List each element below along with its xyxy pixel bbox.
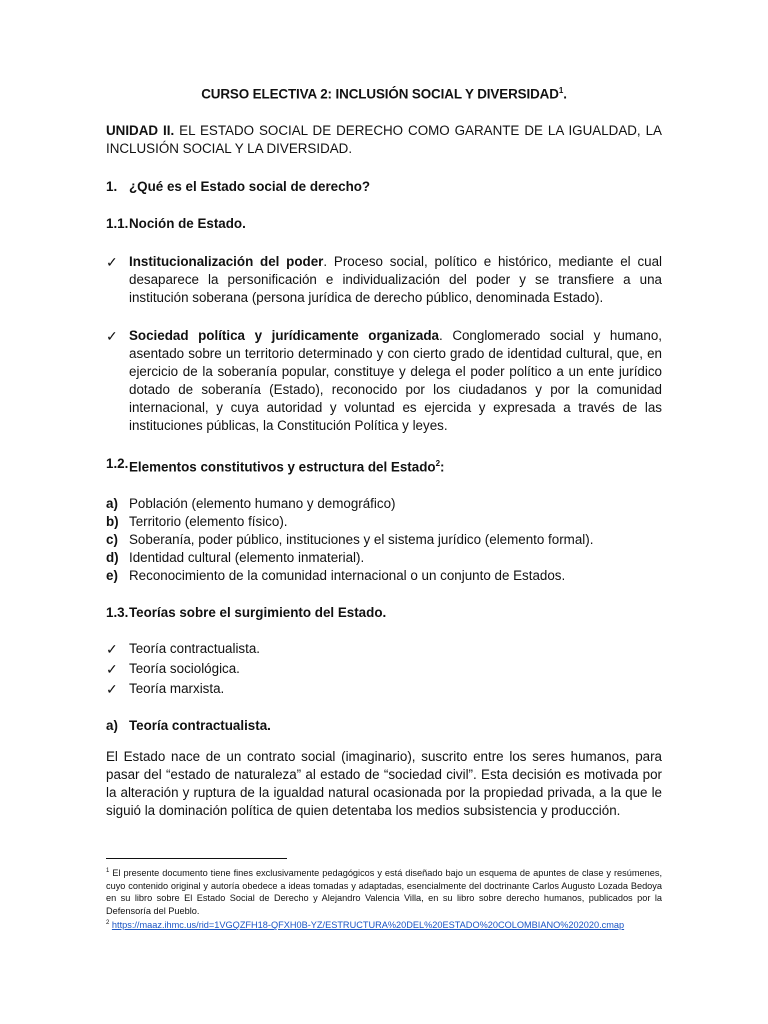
section-number: 1. (106, 179, 118, 195)
list-text: Territorio (elemento físico). (129, 513, 288, 529)
subsection-letter: a) (106, 717, 118, 733)
section-title: Teorías sobre el surgimiento del Estado. (129, 604, 387, 620)
list-item (106, 531, 662, 549)
section-1-2-heading (106, 455, 662, 476)
title-text: CURSO ELECTIVA 2: INCLUSIÓN SOCIAL Y DIVERSIDAD (201, 86, 559, 102)
check-item-text (129, 253, 662, 307)
elements-list (106, 495, 662, 585)
footnote-ref[interactable]: 2 (435, 459, 441, 469)
check-item-institucionalizacion (106, 253, 662, 307)
unit-heading (106, 122, 662, 158)
section-number: 1.3. (106, 604, 129, 620)
term-definition: . Conglomerado social y humano, asentado sobre un territorio determinado y con cierto grado de identidad cultural, que, en ejercicio de la soberanía popular, constituye y delega el poder político a un ente jurídico dotado de soberanía (Estado), reconocido por los ciudadanos y por la comunidad internacional, y cuya autoridad y voluntad es ejercida y expresada a través de las instituciones públicas, la Constitución Política y leyes. (129, 328, 662, 434)
checkmark-icon: ✓ (106, 254, 118, 271)
footnote-text: El presente documento tiene fines exclusivamente pedagógicos y está diseñado bajo un esquema de apuntes de clase y resúmenes, cuyo contenido original y autoría obedece a ideas tomadas y adaptadas, esencialmente del doctrinante Carlos Augusto Lozada Bedoya en su libro sobre El Estado Social de Derecho y Alejandro Valencia Villa, en su libro sobre derecho humanos, publicados por la Defensoría del Pueblo. (106, 868, 662, 916)
section-title: ¿Qué es el Estado social de derecho? (129, 179, 371, 195)
list-item (106, 567, 662, 585)
theories-list (106, 640, 662, 698)
footnotes (106, 858, 662, 932)
subsection-title: Teoría contractualista. (129, 717, 271, 733)
footnote-1 (106, 865, 662, 917)
section-title: Noción de Estado. (129, 216, 246, 232)
subsection-a-heading (106, 717, 662, 735)
check-item-theory (106, 660, 662, 678)
list-letter: e) (106, 567, 118, 583)
section-1-1-heading (106, 215, 662, 233)
unit-text: EL ESTADO SOCIAL DE DERECHO COMO GARANTE DE LA IGUALDAD, LA INCLUSIÓN SOCIAL Y LA DIVERSIDAD. (106, 123, 662, 157)
checkmark-icon: ✓ (106, 328, 118, 345)
title-footnote-ref[interactable]: 1 (558, 86, 564, 95)
checkmark-icon: ✓ (106, 660, 118, 677)
footnote-link[interactable]: https://maaz.ihmc.us/rid=1VGQZFH18-QFXH0B-YZ/ESTRUCTURA%20DEL%20ESTADO%20COLOMBIANO%202020.cmap (111, 920, 625, 931)
section-number: 1.2. (106, 456, 129, 472)
section-1-heading (106, 178, 662, 196)
list-text: Población (elemento humano y demográfico) (129, 495, 396, 511)
footnote-number: 2 (106, 920, 110, 927)
list-text: Reconocimiento de la comunidad internacional o un conjunto de Estados. (129, 567, 566, 583)
section-1-3-heading (106, 604, 662, 622)
list-item (106, 513, 662, 531)
theory-text: Teoría marxista. (129, 680, 225, 696)
list-letter: d) (106, 549, 119, 565)
list-text: Identidad cultural (elemento inmaterial). (129, 549, 365, 565)
footnote-2 (106, 917, 662, 932)
document-page (106, 86, 662, 820)
list-text: Soberanía, poder público, instituciones y el sistema jurídico (elemento formal). (129, 531, 594, 547)
checkmark-icon: ✓ (106, 680, 118, 697)
check-item-text (129, 327, 662, 435)
unit-label: UNIDAD II. (106, 123, 175, 139)
check-item-theory (106, 680, 662, 698)
checkmark-icon: ✓ (106, 640, 118, 657)
title-end: . (563, 86, 567, 102)
section-title-end: : (440, 459, 445, 475)
footnote-number: 1 (106, 868, 110, 874)
term-bold: Sociedad política y jurídicamente organizada (129, 328, 439, 344)
footnote-separator (106, 858, 287, 859)
document-title (106, 86, 662, 101)
term-definition: . Proceso social, político e histórico, mediante el cual desaparece la personificación e individualización del poder y se transfiere a una institución soberana (persona jurídica de derecho público, denominada Estado). (129, 254, 663, 306)
list-letter: a) (106, 495, 118, 511)
list-letter: b) (106, 513, 119, 529)
theory-text: Teoría sociológica. (129, 660, 240, 676)
list-letter: c) (106, 531, 118, 547)
list-item (106, 549, 662, 567)
contract-paragraph: El Estado nace de un contrato social (imaginario), suscrito entre los seres humanos, para pasar del “estado de naturaleza” al estado de “sociedad civil”. Esta decisión es motivada por la alteración y ruptura de la igualdad natural ocasionada por la propiedad privada, a la que le siguió la dominación política de quien detentaba los medios subsistencia y producción. (106, 748, 662, 818)
section-title (129, 455, 445, 476)
term-bold: Institucionalización del poder (129, 254, 324, 270)
section-number: 1.1. (106, 216, 129, 232)
check-item-sociedad-politica (106, 327, 662, 435)
theory-text: Teoría contractualista. (129, 640, 260, 656)
list-item (106, 495, 662, 513)
section-title-text: Elementos constitutivos y estructura del Estado (129, 459, 436, 475)
check-item-theory (106, 640, 662, 658)
